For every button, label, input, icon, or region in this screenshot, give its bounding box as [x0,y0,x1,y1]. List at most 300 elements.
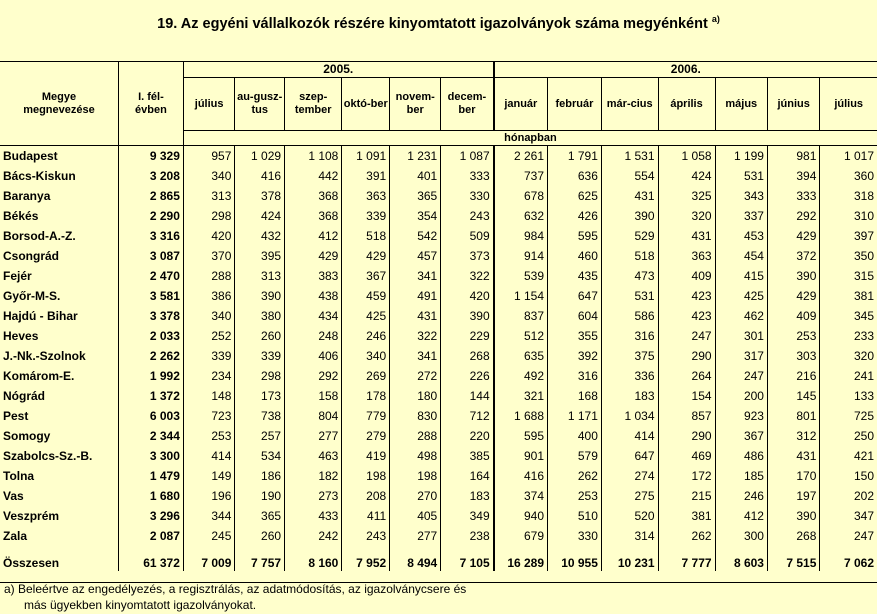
month-header: decem-ber [441,78,494,131]
month-value: 215 [658,486,715,506]
county-name: Hajdú - Bihar [3,309,78,323]
month-value: 178 [342,386,390,406]
month-value: 375 [601,346,658,366]
month-value: 625 [548,186,602,206]
month-value: 957 [183,146,235,167]
month-value: 173 [235,386,285,406]
county-name: Nógrád [3,389,45,403]
month-value: 339 [342,206,390,226]
month-value: 298 [235,366,285,386]
month-value: 801 [767,406,819,426]
month-value: 512 [494,326,548,346]
month-value: 390 [767,506,819,526]
month-value: 312 [767,426,819,446]
month-value: 462 [715,306,767,326]
month-value: 180 [390,386,441,406]
month-value: 274 [601,466,658,486]
month-value: 313 [235,266,285,286]
month-value: 984 [494,226,548,246]
table-row [0,386,877,406]
month-value: 636 [548,166,602,186]
total-row [0,546,877,571]
month-value: 737 [494,166,548,186]
month-value: 186 [235,466,285,486]
month-value: 262 [548,466,602,486]
month-value: 172 [658,466,715,486]
month-value: 148 [183,386,235,406]
month-value: 518 [342,226,390,246]
month-value: 579 [548,446,602,466]
table-row [0,266,877,286]
county-name: Zala [3,529,28,543]
month-value: 1 029 [235,146,285,167]
month-value: 339 [235,346,285,366]
month-value: 262 [658,526,715,546]
table-row [0,146,877,167]
month-value: 339 [183,346,235,366]
half-year-value: 2 033 [118,326,183,346]
month-value: 310 [820,206,877,226]
month-header: októ-ber [342,78,390,131]
month-value: 340 [183,306,235,326]
month-value: 164 [441,466,494,486]
month-value: 433 [285,506,342,526]
month-value: 349 [441,506,494,526]
month-value: 414 [601,426,658,446]
month-value: 183 [601,386,658,406]
month-value: 333 [441,166,494,186]
month-value: 738 [235,406,285,426]
half-year-value: 2 087 [118,526,183,546]
month-value: 647 [548,286,602,306]
year-2005-header: 2005. [183,62,493,78]
month-value: 435 [548,266,602,286]
month-value: 168 [548,386,602,406]
month-value: 416 [494,466,548,486]
table-row [0,526,877,546]
month-value: 264 [658,366,715,386]
month-value: 2 261 [494,146,548,167]
table-row [0,206,877,226]
month-value: 1 688 [494,406,548,426]
month-value: 341 [390,346,441,366]
month-header: június [767,78,819,131]
month-value: 632 [494,206,548,226]
month-value: 260 [235,326,285,346]
month-value: 367 [342,266,390,286]
month-value: 149 [183,466,235,486]
month-value: 381 [658,506,715,526]
month-value: 277 [285,426,342,446]
month-value: 453 [715,226,767,246]
month-value: 190 [235,486,285,506]
table-row [0,246,877,266]
half-year-header: I. fél-évben [118,62,183,146]
half-year-value: 2 344 [118,426,183,446]
month-value: 185 [715,466,767,486]
month-value: 365 [390,186,441,206]
county-name: Tolna [3,469,35,483]
half-year-value: 3 378 [118,306,183,326]
half-year-value: 1 372 [118,386,183,406]
month-value: 315 [820,266,877,286]
month-value: 145 [767,386,819,406]
month-value: 200 [715,386,767,406]
month-value: 301 [715,326,767,346]
month-header: novem-ber [390,78,441,131]
month-value: 423 [658,306,715,326]
month-value: 360 [820,166,877,186]
month-value: 7 515 [767,546,819,571]
month-value: 554 [601,166,658,186]
month-value: 1 154 [494,286,548,306]
table-row [0,166,877,186]
footnote [4,581,466,613]
month-header: május [715,78,767,131]
month-value: 425 [715,286,767,306]
month-value: 347 [820,506,877,526]
month-value: 1 531 [601,146,658,167]
month-value: 529 [601,226,658,246]
month-value: 340 [183,166,235,186]
month-value: 442 [285,166,342,186]
month-value: 243 [342,526,390,546]
month-value: 290 [658,426,715,446]
month-value: 429 [767,286,819,306]
month-value: 292 [285,366,342,386]
month-value: 250 [820,426,877,446]
month-value: 406 [285,346,342,366]
month-value: 183 [441,486,494,506]
month-value: 416 [235,166,285,186]
month-value: 390 [441,306,494,326]
month-value: 432 [235,226,285,246]
month-value: 197 [767,486,819,506]
month-value: 322 [441,266,494,286]
month-value: 277 [390,526,441,546]
half-year-value: 61 372 [118,546,183,571]
county-name: Fejér [3,269,32,283]
month-value: 394 [767,166,819,186]
unit-header: hónapban [183,131,877,146]
county-name: Vas [3,489,24,503]
month-value: 411 [342,506,390,526]
month-value: 381 [820,286,877,306]
month-value: 604 [548,306,602,326]
month-value: 343 [715,186,767,206]
half-year-value: 1 680 [118,486,183,506]
month-value: 321 [494,386,548,406]
month-value: 1 171 [548,406,602,426]
month-value: 635 [494,346,548,366]
month-value: 431 [658,226,715,246]
month-value: 253 [767,326,819,346]
month-value: 253 [548,486,602,506]
month-value: 279 [342,426,390,446]
month-value: 1 791 [548,146,602,167]
half-year-value: 2 470 [118,266,183,286]
month-value: 7 952 [342,546,390,571]
month-value: 268 [441,346,494,366]
month-value: 415 [715,266,767,286]
month-value: 370 [183,246,235,266]
month-value: 1 108 [285,146,342,167]
month-value: 518 [601,246,658,266]
county-name: Békés [3,209,39,223]
county-name: Győr-M-S. [3,289,61,303]
table-row [0,326,877,346]
month-value: 397 [820,226,877,246]
half-year-value: 3 087 [118,246,183,266]
month-value: 420 [183,226,235,246]
month-value: 365 [235,506,285,526]
table-row [0,366,877,386]
month-value: 409 [658,266,715,286]
month-value: 509 [441,226,494,246]
month-header: február [548,78,602,131]
county-name: Csongrád [3,249,60,263]
month-value: 226 [441,366,494,386]
month-value: 390 [767,266,819,286]
county-name: Budapest [3,149,58,163]
half-year-value: 3 581 [118,286,183,306]
half-year-value: 6 003 [118,406,183,426]
month-value: 198 [342,466,390,486]
month-value: 350 [820,246,877,266]
month-value: 1 199 [715,146,767,167]
month-value: 431 [601,186,658,206]
month-value: 322 [390,326,441,346]
month-header: már-cius [601,78,658,131]
month-value: 401 [390,166,441,186]
month-value: 373 [441,246,494,266]
month-value: 586 [601,306,658,326]
month-value: 253 [183,426,235,446]
month-value: 247 [658,326,715,346]
month-value: 386 [183,286,235,306]
month-value: 300 [715,526,767,546]
footnote-line-2: más ügyekben kinyomtatott igazolványokat. [24,598,257,612]
county-header: Megye megnevezése [0,62,118,146]
county-name: Szabolcs-Sz.-B. [3,449,93,463]
half-year-value: 3 296 [118,506,183,526]
month-value: 372 [767,246,819,266]
month-value: 424 [658,166,715,186]
month-value: 426 [548,206,602,226]
month-value: 374 [494,486,548,506]
month-value: 405 [390,506,441,526]
month-value: 363 [342,186,390,206]
month-value: 341 [390,266,441,286]
month-value: 414 [183,446,235,466]
month-value: 837 [494,306,548,326]
half-year-value: 3 208 [118,166,183,186]
month-value: 804 [285,406,342,426]
month-value: 170 [767,466,819,486]
month-value: 298 [183,206,235,226]
half-year-value: 3 316 [118,226,183,246]
month-value: 245 [183,526,235,546]
month-value: 431 [767,446,819,466]
county-name: Heves [3,329,39,343]
month-value: 390 [235,286,285,306]
county-name: Komárom-E. [3,369,75,383]
month-value: 150 [820,466,877,486]
month-value: 392 [548,346,602,366]
county-name: Borsod-A.-Z. [3,229,76,243]
month-value: 292 [767,206,819,226]
month-value: 314 [601,526,658,546]
month-value: 268 [767,526,819,546]
month-value: 460 [548,246,602,266]
month-value: 421 [820,446,877,466]
month-value: 133 [820,386,877,406]
month-value: 8 494 [390,546,441,571]
month-value: 380 [235,306,285,326]
table-row [0,506,877,526]
month-value: 330 [548,526,602,546]
county-name: Somogy [3,429,51,443]
month-value: 923 [715,406,767,426]
month-value: 647 [601,446,658,466]
table-row [0,466,877,486]
month-value: 595 [494,426,548,446]
table-row [0,406,877,426]
month-value: 412 [715,506,767,526]
data-table [0,61,877,571]
month-value: 7 757 [235,546,285,571]
month-value: 531 [601,286,658,306]
month-value: 779 [342,406,390,426]
month-value: 7 105 [441,546,494,571]
half-year-value: 1 479 [118,466,183,486]
month-value: 940 [494,506,548,526]
month-value: 198 [390,466,441,486]
month-value: 7 009 [183,546,235,571]
month-value: 492 [494,366,548,386]
month-value: 531 [715,166,767,186]
half-year-value: 2 262 [118,346,183,366]
month-value: 273 [285,486,342,506]
month-value: 154 [658,386,715,406]
month-value: 202 [820,486,877,506]
month-value: 459 [342,286,390,306]
table-row [0,186,877,206]
title-footnote-marker: a) [711,14,720,24]
page-title: 19. Az egyéni vállalkozók részére kinyomtatott igazolványok száma megyénként $^{a)}$ [157,14,720,32]
month-value: 220 [441,426,494,446]
month-value: 8 160 [285,546,342,571]
month-value: 246 [342,326,390,346]
half-year-value: 2 290 [118,206,183,226]
month-value: 320 [658,206,715,226]
county-name: J.-Nk.-Szolnok [3,349,86,363]
month-value: 423 [658,286,715,306]
month-value: 233 [820,326,877,346]
month-value: 243 [441,206,494,226]
month-value: 1 231 [390,146,441,167]
month-value: 340 [342,346,390,366]
month-value: 257 [235,426,285,446]
month-value: 424 [235,206,285,226]
month-value: 344 [183,506,235,526]
month-value: 901 [494,446,548,466]
month-value: 1 058 [658,146,715,167]
month-value: 316 [548,366,602,386]
month-value: 354 [390,206,441,226]
month-value: 242 [285,526,342,546]
month-value: 400 [548,426,602,446]
month-value: 539 [494,266,548,286]
month-value: 914 [494,246,548,266]
month-value: 542 [390,226,441,246]
month-value: 725 [820,406,877,426]
month-value: 7 777 [658,546,715,571]
month-value: 712 [441,406,494,426]
month-value: 355 [548,326,602,346]
month-value: 678 [494,186,548,206]
month-value: 182 [285,466,342,486]
month-value: 469 [658,446,715,466]
month-value: 208 [342,486,390,506]
month-value: 391 [342,166,390,186]
month-value: 486 [715,446,767,466]
month-value: 345 [820,306,877,326]
month-value: 595 [548,226,602,246]
table-row [0,226,877,246]
month-value: 330 [441,186,494,206]
month-value: 260 [235,526,285,546]
month-value: 368 [285,206,342,226]
month-value: 272 [390,366,441,386]
month-header: július [820,78,877,131]
month-value: 10 955 [548,546,602,571]
month-value: 390 [601,206,658,226]
county-name: Baranya [3,189,51,203]
month-value: 144 [441,386,494,406]
county-name: Összesen [3,556,60,570]
month-value: 269 [342,366,390,386]
half-year-value: 3 300 [118,446,183,466]
month-value: 454 [715,246,767,266]
month-value: 981 [767,146,819,167]
month-value: 1 087 [441,146,494,167]
month-value: 248 [285,326,342,346]
month-value: 679 [494,526,548,546]
month-header: január [494,78,548,131]
month-value: 16 289 [494,546,548,571]
year-2006-header: 2006. [494,62,877,78]
month-value: 473 [601,266,658,286]
month-value: 395 [235,246,285,266]
table-row [0,426,877,446]
month-value: 275 [601,486,658,506]
month-value: 510 [548,506,602,526]
month-value: 429 [285,246,342,266]
month-value: 830 [390,406,441,426]
month-value: 288 [183,266,235,286]
month-value: 246 [715,486,767,506]
month-value: 337 [715,206,767,226]
month-value: 313 [183,186,235,206]
month-value: 368 [285,186,342,206]
month-value: 425 [342,306,390,326]
month-value: 241 [820,366,877,386]
month-value: 378 [235,186,285,206]
month-value: 857 [658,406,715,426]
county-name: Veszprém [3,509,60,523]
month-value: 434 [285,306,342,326]
